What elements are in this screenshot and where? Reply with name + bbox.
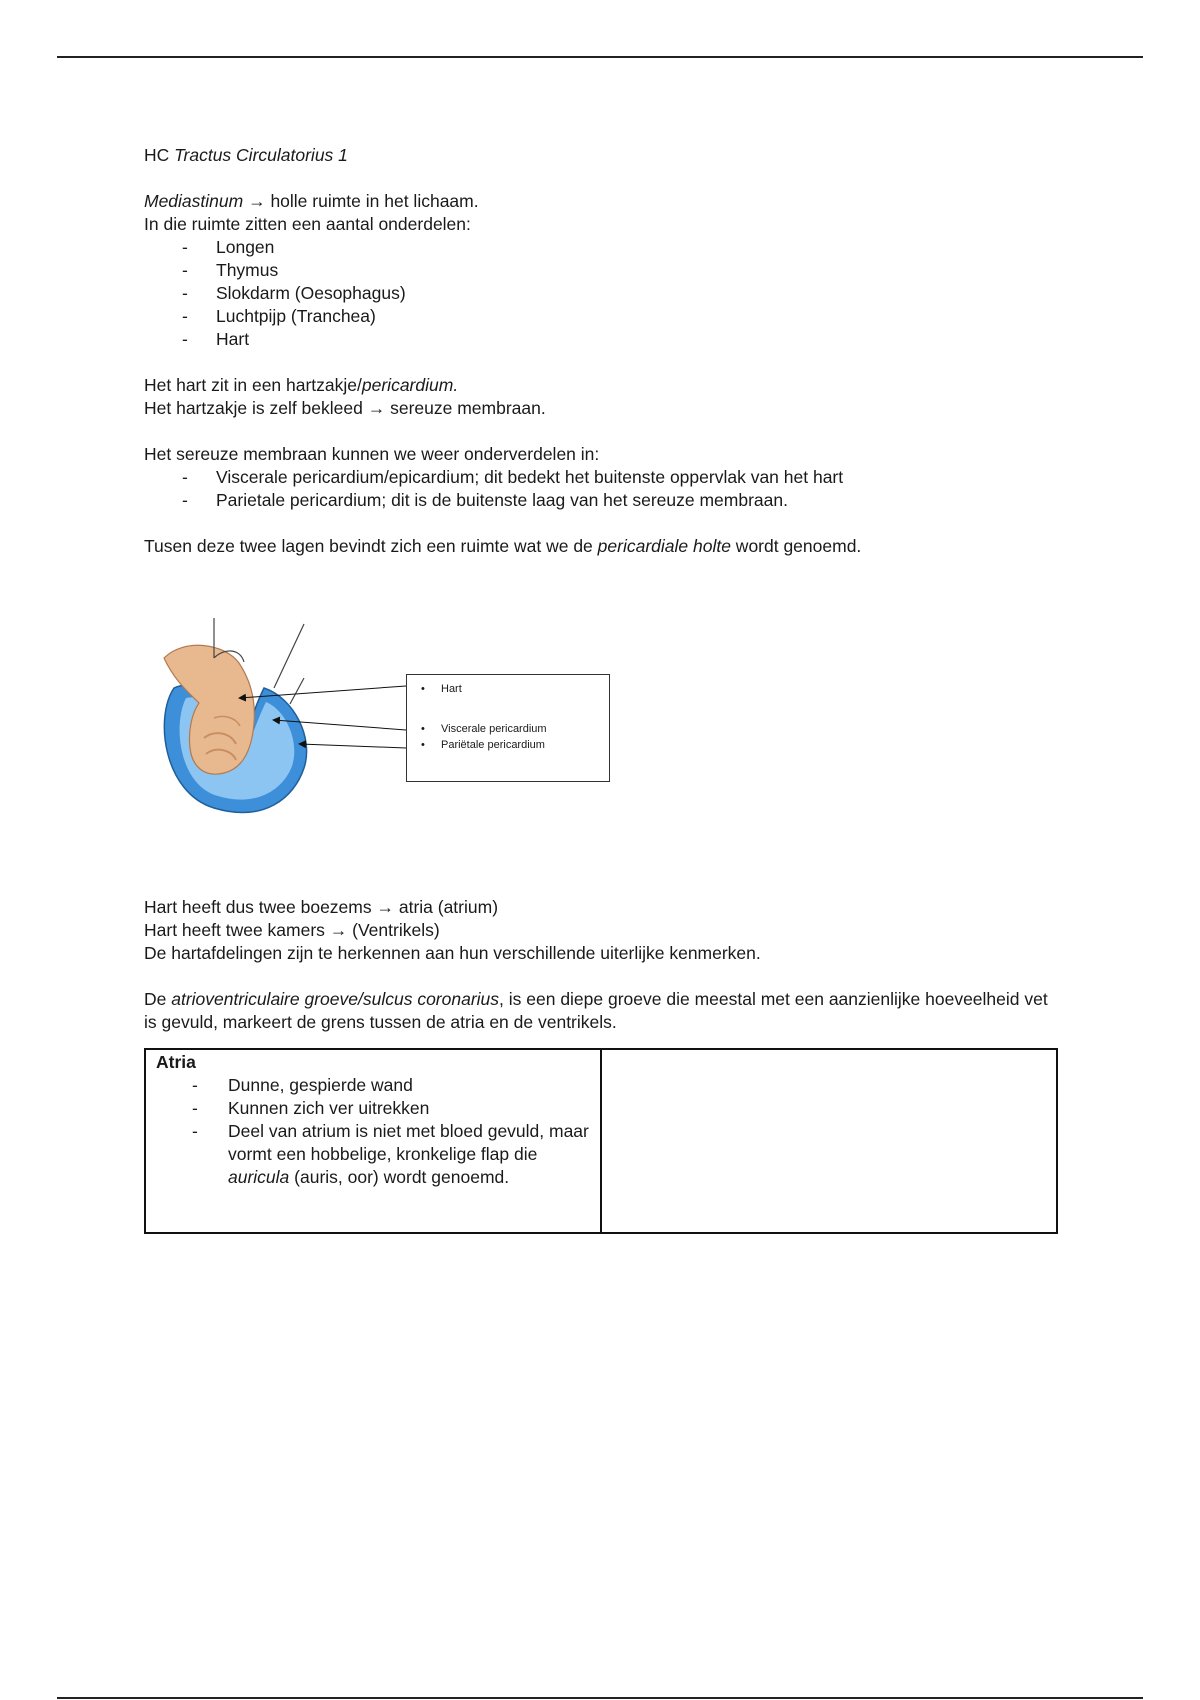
list-item: - Thymus — [144, 259, 1064, 282]
list-item: - Slokdarm (Oesophagus) — [144, 282, 1064, 305]
list-item: - Dunne, gespierde wand — [146, 1074, 600, 1097]
list-item: - Parietale pericardium; dit is de buitenste laag van het sereuze membraan. — [144, 489, 1064, 512]
list-item: - Luchtpijp (Tranchea) — [144, 305, 1064, 328]
list-item: - Viscerale pericardium/epicardium; dit bedekt het buitenste oppervlak van het hart — [144, 466, 1064, 489]
list-item: - Hart — [144, 328, 1064, 351]
footer-rule — [57, 1697, 1143, 1699]
mediastinum-list — [144, 236, 1064, 351]
document-body — [144, 144, 1064, 1234]
pericardiale-holte-text: Tusen deze twee lagen bevindt zich een ruimte wat we de pericardiale holte wordt genoemd. — [144, 536, 862, 556]
fist-in-balloon-illustration — [144, 618, 414, 828]
pericard-line-1: Het hart zit in een hartzakje/pericardium. — [144, 375, 459, 395]
page-title: HC Tractus Circulatorius 1 — [144, 145, 348, 165]
atria-line: Hart heeft dus twee boezems → atria (atrium) — [144, 897, 499, 917]
atria-cell — [145, 1049, 601, 1233]
membraan-intro: Het sereuze membraan kunnen we weer onderverdelen in: — [144, 444, 600, 464]
ventrikels-line: Hart heeft twee kamers → (Ventrikels) — [144, 920, 440, 940]
pericardium-figure — [144, 618, 604, 828]
list-item: - Kunnen zich ver uitrekken — [146, 1097, 600, 1120]
membraan-list — [144, 466, 1064, 512]
mediastinum-definition: Mediastinum → holle ruimte in het lichaam. — [144, 191, 479, 211]
groeve-paragraph: De atrioventriculaire groeve/sulcus coronarius, is een diepe groeve die meestal met een aanzienlijke hoeveelheid vet is gevuld, markeert de grens tussen de atria en de ventrikels. — [144, 989, 1048, 1032]
atria-heading: Atria — [156, 1052, 196, 1072]
legend-item-parietal: • Pariëtale pericardium — [441, 737, 545, 753]
legend-item-hart: • Hart — [441, 681, 462, 697]
figure-legend — [406, 674, 610, 782]
list-item: - Longen — [144, 236, 1064, 259]
empty-cell — [601, 1049, 1057, 1233]
pericard-line-2: Het hartzakje is zelf bekleed → sereuze membraan. — [144, 398, 546, 418]
list-item: - Deel van atrium is niet met bloed gevuld, maar vormt een hobbelige, kronkelige flap die auricula (auris, oor) wordt genoemd. — [146, 1120, 600, 1189]
hartafdelingen-line: De hartafdelingen zijn te herkennen aan hun verschillende uiterlijke kenmerken. — [144, 943, 761, 963]
atria-list — [146, 1074, 600, 1189]
mediastinum-intro: In die ruimte zitten een aantal onderdelen: — [144, 214, 471, 234]
header-rule — [57, 56, 1143, 58]
atria-table — [144, 1048, 1058, 1234]
legend-item-visceral: • Viscerale pericardium — [441, 721, 547, 737]
